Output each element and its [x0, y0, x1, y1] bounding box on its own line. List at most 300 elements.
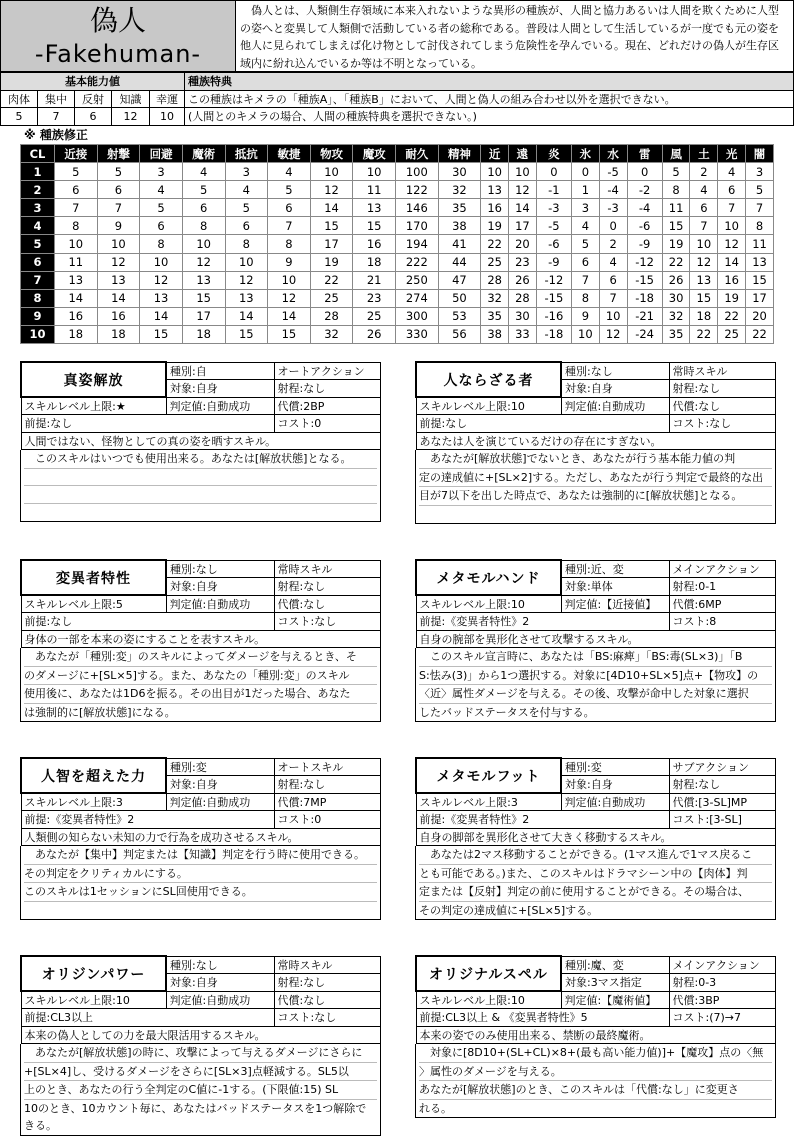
skill-level: スキルレベル上限:3 [21, 793, 166, 811]
modifier-row [21, 181, 774, 199]
modifier-cell: 11 [353, 181, 396, 199]
skill-judge: 判定値:自動成功 [561, 793, 669, 811]
skill-target: 対象:自身 [166, 380, 274, 398]
modifier-cell: 8 [225, 235, 268, 253]
skill-text-line: あなたが[解放状態]の時に、攻撃によって与えるダメージにさらに [24, 1044, 377, 1063]
skill-text-line [24, 486, 377, 504]
modifier-cell: 22 [481, 235, 509, 253]
modifier-column-header: 精神 [438, 145, 481, 163]
skill-target: 対象:単体 [561, 578, 669, 596]
modifier-cell: 9 [97, 217, 140, 235]
modifier-cell: 12 [690, 253, 718, 271]
modifier-cell: 12 [225, 271, 268, 289]
modifier-cell: 7 [746, 199, 774, 217]
modifier-cell: 4 [140, 181, 183, 199]
skill-text-body [415, 1044, 776, 1118]
modifier-cell: 10 [140, 253, 183, 271]
modifier-cell: 12 [310, 181, 353, 199]
modifier-cell: 274 [396, 289, 439, 307]
modifier-cell: 15 [182, 289, 225, 307]
skill-text-line: 使用後に、あなたは1D6を振る。その出目が1だった場合、あなた [24, 685, 377, 704]
modifier-column-header: 氷 [571, 145, 599, 163]
modifier-cell: 14 [97, 289, 140, 307]
modifier-cell: 14 [225, 307, 268, 325]
modifier-column-header: 水 [599, 145, 627, 163]
modifier-cell: -6 [627, 217, 662, 235]
modifier-column-header: 抵抗 [225, 145, 268, 163]
modifier-cell: 25 [310, 289, 353, 307]
modifier-row [21, 271, 774, 289]
skill-name: 真姿解放 [21, 362, 166, 397]
modifier-cell: 19 [662, 235, 690, 253]
skill-text-line [24, 504, 377, 522]
modifier-cell: 17 [182, 307, 225, 325]
modifier-cell: -9 [627, 235, 662, 253]
skill-kind: 種別:変 [561, 758, 669, 776]
modifier-cell: 5 [571, 235, 599, 253]
modifier-cell: 4 [225, 181, 268, 199]
modifier-column-header: 物攻 [310, 145, 353, 163]
modifier-cell: -12 [536, 271, 571, 289]
modifier-cell: 38 [438, 217, 481, 235]
skill-text-line: あなたは2マス移動することができる。(1マス進んで1マス戻るこ [419, 846, 772, 865]
modifier-cell: 16 [97, 307, 140, 325]
modifier-cell: 6 [599, 271, 627, 289]
skill-prereq: 前提:CL3以上 & 《変異者特性》5 [416, 1009, 669, 1027]
stat-value: 6 [75, 108, 112, 126]
modifier-cell: 8 [55, 217, 98, 235]
modifier-cell: 0 [571, 163, 599, 181]
modifier-cell: 50 [438, 289, 481, 307]
skill-text-body [20, 1044, 381, 1136]
modifier-cell: 25 [718, 325, 746, 343]
modifier-row [21, 163, 774, 181]
modifier-cell: 10 [268, 271, 311, 289]
modifier-row [21, 253, 774, 271]
modifier-cell: -9 [536, 253, 571, 271]
skill-timing: メインアクション [669, 956, 776, 974]
modifier-cell: 4 [690, 181, 718, 199]
modifier-column-header: 近 [481, 145, 509, 163]
modifier-cell: 5 [55, 163, 98, 181]
modifier-cell: 14 [268, 307, 311, 325]
modifier-cell: 20 [746, 307, 774, 325]
modifier-column-header: 敏捷 [268, 145, 311, 163]
modifier-row [21, 307, 774, 325]
modifier-cell: 18 [182, 325, 225, 343]
skill-text-line: S:怯み(3)」から1つ選択する。対象に[4D10+SL×5]点+【物攻】の [419, 667, 772, 686]
modifier-cl-cell: 7 [21, 271, 55, 289]
trait-line: この種族はキメラの「種族A」、「種族B」において、人間と偽人の組み合わせ以外を選択できない。 [185, 90, 794, 108]
skill-summary: 人間ではない、怪物としての真の姿を晒すスキル。 [21, 432, 381, 450]
modifier-cell: 15 [746, 271, 774, 289]
modifier-cell: 10 [509, 163, 537, 181]
skill-timing: メインアクション [669, 560, 776, 578]
modifier-cell: 10 [182, 235, 225, 253]
stat-label: 反射 [75, 90, 112, 108]
modifier-cell: 18 [55, 325, 98, 343]
modifier-cell: 7 [599, 289, 627, 307]
skill-text-line: のダメージに+[SL×5]する。また、あなたの「種別:変」のスキル [24, 667, 377, 686]
skill-prereq: 前提:なし [416, 415, 669, 433]
modifier-cell: 12 [599, 325, 627, 343]
modifier-cell: 4 [182, 163, 225, 181]
skill-header-table [20, 361, 381, 450]
race-description: 偽人とは、人類側生存領域に本来入れないような異形の種族が、人間と協力あるいは人間を欺くために人型の姿へと変異して人類側で活動している者の総称である。普段は人間として生活しているが一度でも元の姿を他人に見られてしまえば化け物として討伐されてしまう危険性を孕んでいる。現在、どれだけの偽人が生存区域内に紛れ込んでいるか等は不明となっている。 [236, 0, 794, 72]
modifier-row [21, 217, 774, 235]
modifier-cell: 11 [55, 253, 98, 271]
modifier-cell: 10 [481, 163, 509, 181]
modifier-cell: 13 [182, 271, 225, 289]
skill-text-body [415, 846, 776, 920]
modifier-cell: 8 [182, 217, 225, 235]
modifier-cell: 5 [140, 199, 183, 217]
modifier-cell: 4 [718, 163, 746, 181]
modifier-cell: 6 [182, 199, 225, 217]
skill-text-line: このスキルは1セッションにSL回使用できる。 [24, 883, 377, 902]
modifier-cell: 35 [481, 307, 509, 325]
modifier-cell: 6 [718, 181, 746, 199]
modifier-row [21, 199, 774, 217]
modifier-cell: 222 [396, 253, 439, 271]
skill-cost: コスト:0 [274, 811, 381, 829]
skill-timing: オートスキル [274, 758, 381, 776]
modifier-column-header: 射撃 [97, 145, 140, 163]
modifier-cell: 8 [662, 181, 690, 199]
modifier-cl-cell: 1 [21, 163, 55, 181]
modifier-cell: 5 [225, 199, 268, 217]
modifier-cell: 23 [509, 253, 537, 271]
modifier-cell: 38 [481, 325, 509, 343]
modifier-cell: 11 [662, 199, 690, 217]
modifier-cell: 11 [746, 235, 774, 253]
modifier-cell: -4 [599, 181, 627, 199]
skill-text-line: 定または【反射】判定の前に使用することができる。その場合は、 [419, 883, 772, 902]
skill-range: 射程:なし [669, 776, 776, 794]
modifier-cell: 56 [438, 325, 481, 343]
skill-text-body [415, 648, 776, 722]
skill-text-line: れる。 [419, 1101, 452, 1115]
stat-value: 5 [1, 108, 38, 126]
skill-header-table [20, 559, 381, 648]
modifier-cell: 22 [310, 271, 353, 289]
modifier-cell: 10 [599, 307, 627, 325]
skill-name: 人ならざる者 [416, 362, 561, 397]
skill-cost-pay: 代償:なし [669, 397, 776, 415]
stats-traits-table [0, 72, 794, 126]
skill-prereq: 前提:なし [21, 613, 274, 631]
skill-cost: コスト:(7)→7 [669, 1009, 776, 1027]
modifier-cell: 10 [718, 217, 746, 235]
skill-text-line: このスキルはいつでも使用出来る。あなたは[解放状態]となる。 [24, 450, 377, 469]
skill-kind: 種別:自 [166, 362, 274, 380]
skill-summary: 身体の一部を本来の姿にすることを表すスキル。 [21, 630, 381, 648]
skill-level: スキルレベル上限:3 [416, 793, 561, 811]
modifier-cell: 35 [438, 199, 481, 217]
modifier-cell: 0 [536, 163, 571, 181]
modifier-cell: -4 [627, 199, 662, 217]
skill-timing: オートアクション [274, 362, 381, 380]
modifier-cell: 32 [310, 325, 353, 343]
skill-judge: 判定値:【魔術値】 [561, 991, 669, 1009]
skill-text-body [415, 450, 776, 524]
skill-summary: 人類側の知らない未知の力で行為を成功させるスキル。 [21, 828, 381, 846]
skill-summary: 本来の偽人としての力を最大限活用するスキル。 [21, 1026, 381, 1044]
skill-text-line: その判定の達成値に+[SL×5]する。 [419, 903, 599, 917]
modifier-cl-cell: 2 [21, 181, 55, 199]
skill-name: オリジンパワー [21, 956, 166, 991]
skill-range: 射程:なし [274, 776, 381, 794]
skill-judge: 判定値:【近接値】 [561, 595, 669, 613]
modifier-cell: 10 [97, 235, 140, 253]
modifier-cell: 15 [140, 325, 183, 343]
modifier-cell: 5 [97, 163, 140, 181]
modifier-cell: 18 [353, 253, 396, 271]
modifier-cell: 0 [599, 217, 627, 235]
modifier-column-header: 魔術 [182, 145, 225, 163]
modifier-cell: 0 [627, 163, 662, 181]
skill-range: 射程:0-1 [669, 578, 776, 596]
skill-target: 対象:自身 [561, 380, 669, 398]
modifier-cell: -3 [536, 199, 571, 217]
modifier-cell: 13 [690, 271, 718, 289]
modifier-cell: 17 [509, 217, 537, 235]
modifier-cell: 22 [662, 253, 690, 271]
modifier-cell: 3 [746, 163, 774, 181]
skill-text-body [20, 450, 381, 522]
skill-prereq: 前提:CL3以上 [21, 1009, 274, 1027]
modifier-column-header: 光 [718, 145, 746, 163]
modifier-cell: 25 [481, 253, 509, 271]
modifier-cell: 15 [268, 325, 311, 343]
modifier-cell: 13 [746, 253, 774, 271]
modifier-cell: 7 [690, 217, 718, 235]
base-stats-header: 基本能力値 [1, 73, 185, 91]
stat-label: 知識 [112, 90, 150, 108]
skill-header-table [20, 955, 381, 1044]
modifier-cell: 22 [746, 325, 774, 343]
modifier-cell: 28 [509, 289, 537, 307]
skill-cost: コスト:なし [274, 613, 381, 631]
modifier-cl-cell: 10 [21, 325, 55, 343]
modifier-cl-cell: 8 [21, 289, 55, 307]
skill-text-line: あなたが[解放状態]のとき、このスキルは「代償:なし」に変更さ [419, 1081, 772, 1100]
skill-cost-pay: 代償:7MP [274, 793, 381, 811]
modifier-cell: 14 [310, 199, 353, 217]
modifier-cell: 30 [509, 307, 537, 325]
modifier-cell: 20 [509, 235, 537, 253]
modifier-column-header: 雷 [627, 145, 662, 163]
modifier-cell: 15 [662, 217, 690, 235]
skill-cost: コスト:0 [274, 415, 381, 433]
skill-text-line: とも可能である。)また、このスキルはドラマシーン中の【肉体】判 [419, 865, 772, 884]
stat-label: 集中 [38, 90, 75, 108]
modifier-cell: -12 [627, 253, 662, 271]
skill-cost: コスト:[3-SL] [669, 811, 776, 829]
skill-range: 射程:なし [274, 380, 381, 398]
modifier-cell: 14 [55, 289, 98, 307]
modifier-column-header: CL [21, 145, 55, 163]
skill-card [415, 955, 776, 1118]
modifier-cell: -15 [627, 271, 662, 289]
modifier-cell: 250 [396, 271, 439, 289]
modifier-cell: 6 [268, 199, 311, 217]
modifier-cell: 146 [396, 199, 439, 217]
modifier-cell: 21 [353, 271, 396, 289]
modifier-cell: -18 [627, 289, 662, 307]
skill-prereq: 前提:《変異者特性》2 [21, 811, 274, 829]
modifier-cell: 9 [571, 307, 599, 325]
modifier-cell: 10 [353, 163, 396, 181]
skill-cost: コスト:なし [274, 1009, 381, 1027]
modifier-cell: -21 [627, 307, 662, 325]
modifier-cell: 22 [690, 325, 718, 343]
modifier-cell: -2 [627, 181, 662, 199]
modifier-cell: -15 [536, 289, 571, 307]
skill-text-line: 目が7以下を出した時点で、あなたは強制的に[解放状態]となる。 [419, 487, 772, 506]
modifier-column-header: 耐久 [396, 145, 439, 163]
skill-target: 対象:3マス指定 [561, 974, 669, 992]
modifier-column-header: 土 [690, 145, 718, 163]
modifier-cell: -18 [536, 325, 571, 343]
modifier-cell: 35 [662, 325, 690, 343]
modifier-cl-cell: 9 [21, 307, 55, 325]
skill-header-table [415, 559, 776, 648]
modifier-cell: 10 [225, 253, 268, 271]
skill-name: メタモルフット [416, 758, 561, 793]
modifier-cell: -3 [599, 199, 627, 217]
skill-card [20, 559, 381, 722]
modifier-cl-cell: 3 [21, 199, 55, 217]
skill-range: 射程:なし [669, 380, 776, 398]
modifier-cell: 9 [268, 253, 311, 271]
skill-summary: 本来の姿でのみ使用出来る、禁断の最終魔術。 [416, 1026, 776, 1044]
modifier-cell: 14 [140, 307, 183, 325]
stat-value: 7 [38, 108, 75, 126]
skill-cost-pay: 代償:2BP [274, 397, 381, 415]
modifier-cell: 5 [662, 163, 690, 181]
modifier-column-header: 近接 [55, 145, 98, 163]
skill-kind: 種別:変 [166, 758, 274, 776]
skill-target: 対象:自身 [561, 776, 669, 794]
skill-text-line: 〈近〉属性ダメージを与える。その後、攻撃が命中した対象に選択 [419, 685, 772, 704]
modifier-cell: 5 [746, 181, 774, 199]
skill-judge: 判定値:自動成功 [166, 595, 274, 613]
skill-text-line: このスキル宣言時に、あなたは「BS:麻痺」「BS:毒(SL×3)」「B [419, 648, 772, 667]
skill-name: 人智を超えた力 [21, 758, 166, 793]
skill-cost-pay: 代償:[3-SL]MP [669, 793, 776, 811]
modifier-cell: 12 [509, 181, 537, 199]
skill-cost-pay: 代償:6MP [669, 595, 776, 613]
modifier-cell: 33 [509, 325, 537, 343]
stat-value: 12 [112, 108, 150, 126]
modifier-cell: 19 [310, 253, 353, 271]
skill-text-line [24, 902, 377, 920]
modifier-cell: 30 [438, 163, 481, 181]
skill-header-table [415, 757, 776, 846]
modifier-column-header: 魔攻 [353, 145, 396, 163]
skill-range: 射程:なし [274, 974, 381, 992]
skill-header-table [415, 361, 776, 450]
modifier-cell: 7 [268, 217, 311, 235]
skill-text-line: その判定をクリティカルにする。 [24, 865, 377, 884]
modifier-cell: 12 [140, 271, 183, 289]
skill-level: スキルレベル上限:10 [416, 397, 561, 415]
modifier-cell: 13 [97, 271, 140, 289]
skill-level: スキルレベル上限:5 [21, 595, 166, 613]
modifier-cell: 6 [225, 217, 268, 235]
modifier-cell: 6 [55, 181, 98, 199]
modifier-cell: 32 [438, 181, 481, 199]
modifier-cell: 6 [97, 181, 140, 199]
skill-target: 対象:自身 [166, 776, 274, 794]
skill-text-body [20, 846, 381, 920]
skill-judge: 判定値:自動成功 [561, 397, 669, 415]
modifier-cell: 8 [268, 235, 311, 253]
modifier-cell: 4 [268, 163, 311, 181]
modifier-cell: 3 [571, 199, 599, 217]
modifier-cell: -1 [536, 181, 571, 199]
skill-summary: 自身の腕部を異形化させて攻撃するスキル。 [416, 630, 776, 648]
modifier-cell: 4 [571, 217, 599, 235]
modifier-column-header: 回避 [140, 145, 183, 163]
modifier-cell: 4 [599, 253, 627, 271]
modifier-cell: 19 [718, 289, 746, 307]
race-title-box [0, 0, 236, 72]
modifier-cell: 7 [97, 199, 140, 217]
modifier-cell: 8 [571, 289, 599, 307]
skill-header-table [415, 955, 776, 1044]
modifier-cell: 7 [718, 199, 746, 217]
modifier-cell: 12 [718, 235, 746, 253]
skill-cost: コスト:8 [669, 613, 776, 631]
skill-timing: 常時スキル [274, 560, 381, 578]
skill-card [20, 757, 381, 920]
skill-kind: 種別:なし [166, 956, 274, 974]
modifier-cell: 18 [97, 325, 140, 343]
modifier-cell: 47 [438, 271, 481, 289]
modifier-cell: 194 [396, 235, 439, 253]
stat-value: 10 [150, 108, 185, 126]
skill-level: スキルレベル上限:★ [21, 397, 166, 415]
skill-text-line: あなたが「種別:変」のスキルによってダメージを与えるとき、そ [24, 648, 377, 667]
modifier-cell: 17 [310, 235, 353, 253]
modifier-row [21, 289, 774, 307]
skill-kind: 種別:近、変 [561, 560, 669, 578]
skill-prereq: 前提:なし [21, 415, 274, 433]
skill-cost-pay: 代償:なし [274, 991, 381, 1009]
modifier-row [21, 325, 774, 343]
modifier-cell: 6 [140, 217, 183, 235]
skill-text-line: 10のとき、10カウント毎に、あなたはバッドステータスを1つ解除できる。 [24, 1101, 367, 1132]
modifier-cell: 12 [268, 289, 311, 307]
modifier-table [20, 144, 774, 344]
skill-range: 射程:なし [274, 578, 381, 596]
skill-card [20, 361, 381, 522]
modifier-cell: 23 [353, 289, 396, 307]
modifier-cell: 14 [718, 253, 746, 271]
skill-kind: 種別:なし [166, 560, 274, 578]
skill-level: スキルレベル上限:10 [416, 595, 561, 613]
skill-timing: 常時スキル [669, 362, 776, 380]
modifier-cell: 330 [396, 325, 439, 343]
modifier-cell: 122 [396, 181, 439, 199]
modifier-cell: -5 [599, 163, 627, 181]
modifier-cell: 300 [396, 307, 439, 325]
skill-judge: 判定値:自動成功 [166, 793, 274, 811]
modifier-cell: 6 [690, 199, 718, 217]
modifier-cell: 10 [310, 163, 353, 181]
